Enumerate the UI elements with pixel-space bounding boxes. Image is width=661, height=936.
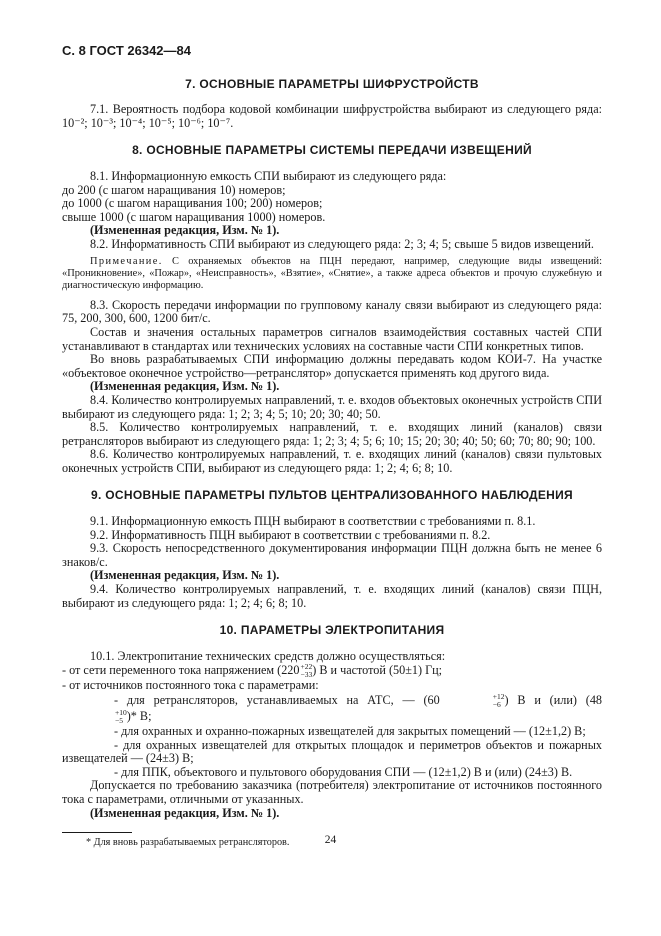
dc1-tolerance-2 — [63, 709, 127, 725]
dc-item-indoor-detectors: - для охранных и охранно-пожарных извещателей для закрытых помещений — (12±1,2) В; — [114, 724, 586, 738]
dc1-text-a: - для ретрансляторов, устанавливаемых на АТС, — (60 — [114, 692, 440, 707]
paragraph-9-2: 9.2. Информативность ПЦН выбирают в соответствии с требованиями п. 8.2. — [90, 527, 491, 542]
paragraph-10-1-b: Допускается по требованию заказчика (потребителя) электропитание от источников постоянного тока с параметрами, отличными от указанных. — [62, 778, 602, 806]
dc1-text-b: ) В и (или) (48 — [504, 692, 603, 707]
section-9-title: 9. ОСНОВНЫЕ ПАРАМЕТРЫ ПУЛЬТОВ ЦЕНТРАЛИЗОВАННОГО НАБЛЮДЕНИЯ — [91, 488, 573, 503]
paragraph-10-1: 10.1. Электропитание технических средств должно осуществляться: — [90, 648, 446, 663]
revision-note: (Измененная редакция, Изм. № 1). — [90, 223, 280, 238]
ac-supply-line — [62, 663, 602, 679]
paragraph-8-3-c: Во вновь разрабатываемых СПИ информацию должны передавать кодом КОИ-7. На участке «объектовое оконечное устройство—ретранслятор» допускается применять код другого вида. — [62, 352, 602, 380]
paragraph-9-4: 9.4. Количество контролируемых направлений, т. е. входящих линий (каналов) связи ПЦН, выбирают из следующего ряда: 1; 2; 4; 6; 8; 10. — [62, 582, 602, 610]
revision-note: (Измененная редакция, Изм. № 1). — [90, 805, 280, 820]
dc1-plus-1: +12 — [492, 692, 505, 701]
revision-note: (Измененная редакция, Изм. № 1). — [90, 568, 280, 583]
section-10-title: 10. ПАРАМЕТРЫ ЭЛЕКТРОПИТАНИЯ — [219, 623, 445, 638]
list-item-8-1-c: свыше 1000 (с шагом наращивания 1000) номеров. — [62, 209, 326, 224]
dc1-tolerance-1 — [441, 693, 505, 709]
note-text: С охраняемых объектов на ПЦН передают, например, следующие виды извещений: «Проникновение», «Пожар», «Неисправность», «Взятие», «Снятие», а также адреса объектов и прочую служебную и диагностическую информацию. — [62, 255, 602, 292]
footnote: * Для вновь разрабатываемых ретрансляторов. — [86, 837, 290, 849]
paragraph-8-2: 8.2. Информативность СПИ выбирают из следующего ряда: 2; 3; 4; 5; свыше 5 видов извещений. — [90, 236, 594, 251]
ac-text-b: ) В и частотой (50±1) Гц; — [312, 663, 443, 678]
note-8-2 — [62, 256, 602, 293]
dc1-minus-1: −6 — [492, 700, 501, 709]
dc-item-outdoor-detectors: - для охранных извещателей для открытых площадок и периметров объектов и пожарных извещателей — (24±3) В; — [62, 737, 602, 766]
paragraph-8-3: 8.3. Скорость передачи информации по групповому каналу связи выбирают из следующего ряда: 75, 200, 300, 600, 1200 бит/с. — [62, 297, 602, 326]
running-header: С. 8 ГОСТ 26342—84 — [62, 43, 191, 58]
list-item-8-1-b: до 1000 (с шагом наращивания 100; 200) номеров; — [62, 196, 323, 211]
paragraph-8-3-b: Состав и значения остальных параметров сигналов взаимодействия составных частей СПИ устанавливают в стандартах или технических условиях на составные части СПИ конкретных типов. — [62, 324, 602, 353]
dc-item-ppk: - для ППК, объектового и пультового оборудования СПИ — (12±1,2) В и (или) (24±3) В. — [114, 764, 573, 779]
dc1-minus-2: −5 — [115, 716, 123, 725]
paragraph-8-6: 8.6. Количество контролируемых направлений, т. е. входящих линий (каналов) связи пультовых оконечных устройств СПИ, выбирают из следующего ряда: 1; 2; 4; 6; 8; 10. — [62, 447, 602, 475]
paragraph-8-5: 8.5. Количество контролируемых направлений, т. е. входящих линий (каналов) связи ретрансляторов выбирают из следующего ряда: 1; 2; 3; 4; 5; 6; 10; 15; 20; 30; 40; 50; 60; 70; 80; 90; 100. — [62, 420, 602, 448]
dc1-text-c: )* В; — [126, 708, 152, 723]
page-number: 24 — [324, 834, 337, 846]
note-label: Примечание. — [90, 255, 163, 267]
revision-note: (Измененная редакция, Изм. № 1). — [90, 379, 280, 394]
paragraph-9-3: 9.3. Скорость непосредственного документирования информации ПЦН должна быть не менее 6 знаков/с. — [62, 541, 602, 569]
ac-text-a: - от сети переменного тока напряжением (220 — [62, 663, 300, 678]
dc-item-relays — [62, 693, 602, 725]
section-7-title: 7. ОСНОВНЫЕ ПАРАМЕТРЫ ШИФРУСТРОЙСТВ — [185, 76, 479, 91]
ac-tolerance-minus: −33 — [300, 670, 313, 680]
dc-supply-line: - от источников постоянного тока с параметрами: — [62, 678, 319, 693]
paragraph-9-1: 9.1. Информационную емкость ПЦН выбирают в соответствии с требованиями п. 8.1. — [90, 514, 536, 529]
ac-tolerance-plus: +22 — [300, 662, 313, 672]
footnote-divider — [62, 832, 132, 833]
list-item-8-1-a: до 200 (с шагом наращивания 10) номеров; — [62, 182, 286, 197]
paragraph-8-4: 8.4. Количество контролируемых направлений, т. е. входов объектовых оконечных устройств СПИ выбирают из следующего ряда: 1; 2; 3; 4; 5; 10; 20; 30; 40; 50. — [62, 392, 602, 421]
paragraph-8-1: 8.1. Информационную емкость СПИ выбирают из следующего ряда: — [90, 168, 447, 183]
document-page — [62, 44, 602, 849]
paragraph-7-1: 7.1. Вероятность подбора кодовой комбинации шифрустройства выбирают из следующего ряда: 10⁻²; 10⁻³; 10⁻⁴; 10⁻⁵; 10⁻⁶; 10⁻⁷. — [62, 102, 602, 130]
section-8-title: 8. ОСНОВНЫЕ ПАРАМЕТРЫ СИСТЕМЫ ПЕРЕДАЧИ ИЗВЕЩЕНИЙ — [132, 143, 532, 158]
ac-tolerance — [300, 663, 312, 679]
dc1-plus-2: +10 — [115, 708, 127, 717]
